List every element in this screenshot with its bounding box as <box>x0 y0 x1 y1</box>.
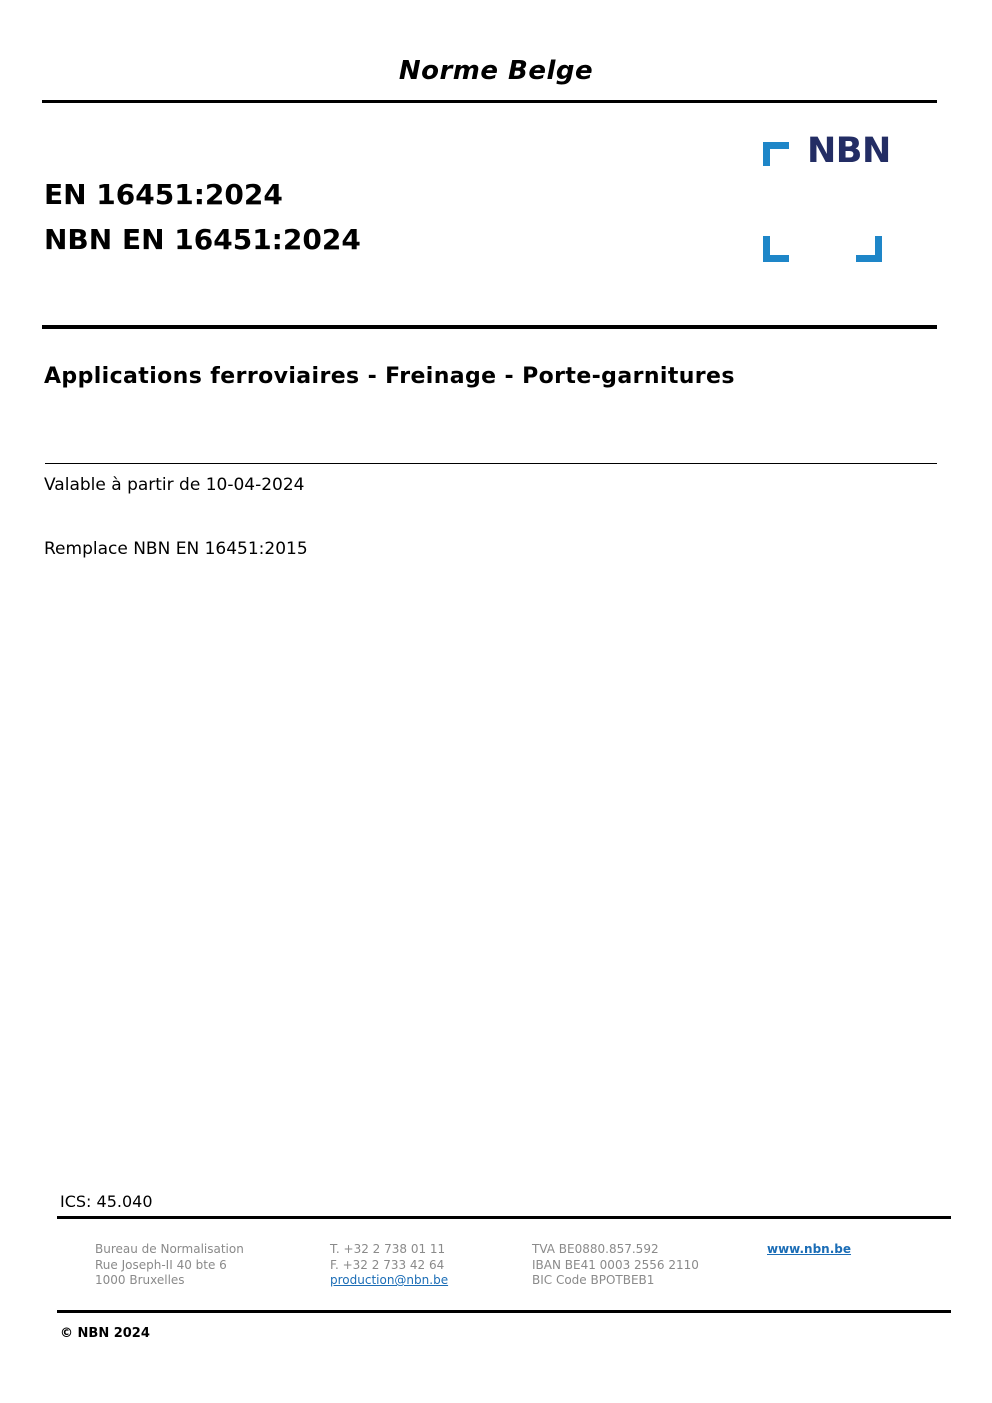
ics-code: ICS: 45.040 <box>60 1192 153 1211</box>
replaces-text: Remplace NBN EN 16451:2015 <box>44 539 308 559</box>
footer-iban: IBAN BE41 0003 2556 2110 <box>532 1257 699 1272</box>
footer-divider-top <box>57 1216 951 1219</box>
nbn-logo-text: NBN <box>807 131 891 171</box>
footer-bic: BIC Code BPOTBEB1 <box>532 1273 655 1287</box>
footer-street: Rue Joseph-II 40 bte 6 <box>95 1257 227 1272</box>
validity-divider <box>45 463 937 464</box>
footer-address-block <box>95 1242 244 1289</box>
footer-web-block <box>767 1242 851 1258</box>
standard-code-nbn: NBN EN 16451:2024 <box>44 223 361 256</box>
footer-vat: TVA BE0880.857.592 <box>532 1242 659 1256</box>
footer-phone: T. +32 2 738 01 11 <box>330 1242 446 1256</box>
footer-divider-bottom <box>57 1310 951 1313</box>
footer-bank-block <box>532 1242 699 1289</box>
header-divider <box>42 100 937 103</box>
copyright-text: © NBN 2024 <box>60 1326 150 1341</box>
footer-contact-block <box>330 1242 448 1289</box>
footer-email-link[interactable]: production@nbn.be <box>330 1273 449 1287</box>
logo-bracket-top-left-icon <box>763 142 789 166</box>
logo-bracket-bottom-right-icon <box>856 236 882 262</box>
title-divider-top <box>42 325 937 329</box>
footer-website-link[interactable]: www.nbn.be <box>767 1242 852 1256</box>
footer-fax: F. +32 2 733 42 64 <box>330 1257 445 1272</box>
valid-from-text: Valable à partir de 10-04-2024 <box>44 475 305 495</box>
document-title: Applications ferroviaires - Freinage - Porte-garnitures <box>44 364 735 389</box>
logo-bracket-bottom-left-icon <box>763 236 789 262</box>
footer-org-name: Bureau de Normalisation <box>95 1242 244 1256</box>
nbn-logo <box>760 131 891 264</box>
standard-code-en: EN 16451:2024 <box>44 178 283 211</box>
footer-city: 1000 Bruxelles <box>95 1273 185 1287</box>
page-title: Norme Belge <box>398 56 594 86</box>
